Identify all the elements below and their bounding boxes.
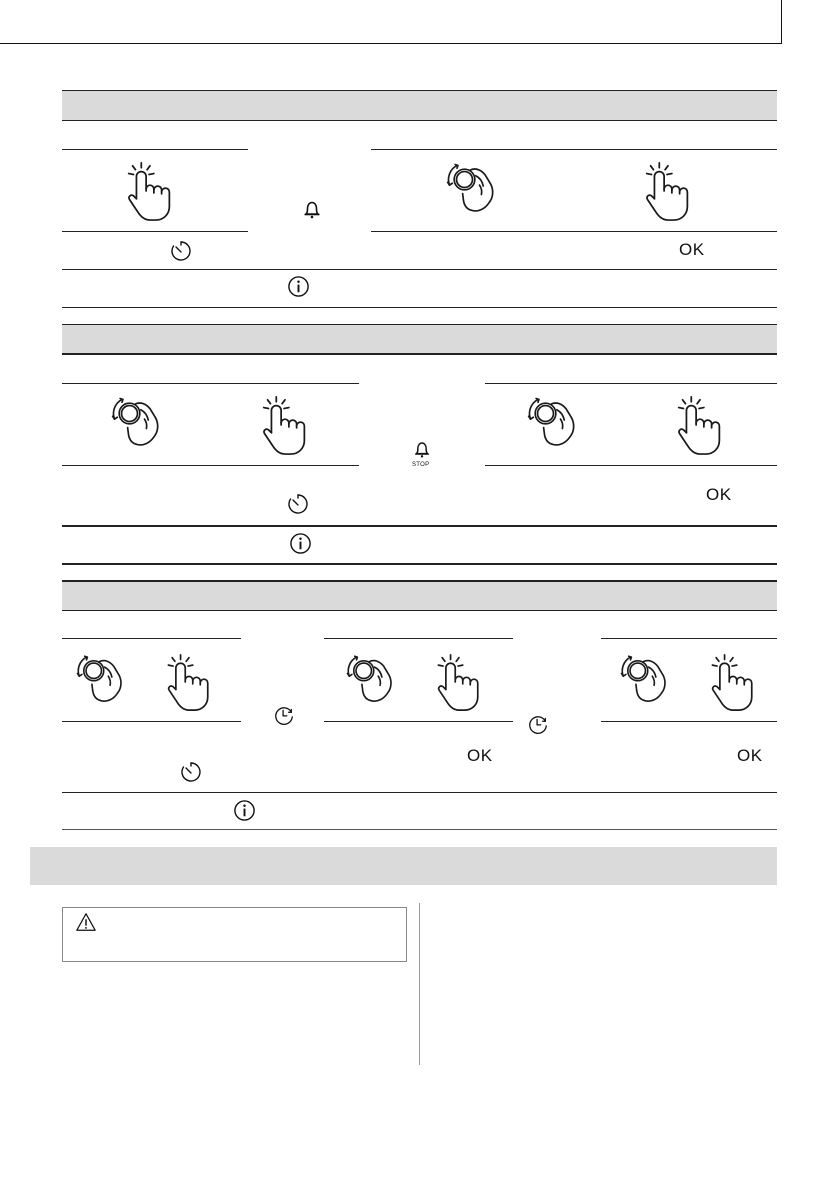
rotary-knob-hand-icon: [342, 648, 400, 708]
section3-rule: [601, 721, 777, 722]
section2-rule: [62, 465, 359, 466]
info-icon: [289, 532, 312, 555]
warning-box: [62, 907, 407, 962]
delayed-start-icon: [273, 704, 295, 726]
touch-hand-icon: [638, 160, 698, 222]
bell-icon: [411, 437, 433, 461]
rotary-knob-hand-icon: [523, 390, 583, 452]
section2-rule: [62, 383, 359, 384]
rotary-knob-hand-icon: [616, 648, 674, 708]
section2-rule: [485, 465, 777, 466]
section1-rule: [371, 149, 777, 150]
section3-rule: [601, 638, 777, 639]
section1-rule: [62, 149, 248, 150]
section2-rule: [62, 563, 777, 565]
touch-hand-icon: [670, 394, 730, 456]
warning-triangle-icon: [75, 911, 97, 933]
page-top-rule: [0, 43, 782, 44]
touch-hand-icon: [255, 394, 315, 456]
timer-icon: [179, 760, 203, 784]
delayed-start-icon: [527, 713, 549, 735]
section1-rule: [62, 307, 777, 308]
section1-rule: [62, 269, 777, 270]
touch-hand-icon: [160, 652, 218, 712]
section3-rule: [324, 638, 513, 639]
section2-rule: [485, 383, 777, 384]
page-corner-mark: [781, 0, 782, 44]
section3-rule: [62, 638, 241, 639]
column-separator: [419, 903, 420, 1065]
rotary-knob-hand-icon: [442, 156, 502, 218]
ok-button: OK: [706, 485, 732, 504]
touch-hand-icon: [704, 652, 762, 712]
touch-hand-icon: [430, 652, 488, 712]
section1-rule: [371, 231, 777, 232]
section1-rule: [62, 231, 248, 232]
touch-hand-icon: [120, 160, 180, 222]
rotary-knob-hand-icon: [72, 648, 130, 708]
section3-header-band: [62, 580, 777, 611]
ok-button: OK: [467, 746, 493, 765]
section1-header-band: [62, 90, 777, 121]
timer-icon: [286, 492, 310, 516]
chapter-header-band: [30, 847, 777, 885]
section3-rule: [62, 792, 777, 793]
section2-rule: [62, 525, 777, 527]
ok-button: OK: [679, 240, 705, 259]
stop-label: STOP: [412, 462, 430, 468]
bell-icon: [300, 196, 324, 222]
section2-header-band: [62, 324, 777, 355]
info-icon: [287, 275, 310, 298]
ok-button: OK: [737, 746, 763, 765]
timer-icon: [169, 239, 193, 263]
section3-rule: [62, 721, 241, 722]
section3-rule: [62, 829, 777, 830]
rotary-knob-hand-icon: [107, 390, 167, 452]
info-icon: [233, 799, 256, 822]
section3-rule: [324, 721, 513, 722]
